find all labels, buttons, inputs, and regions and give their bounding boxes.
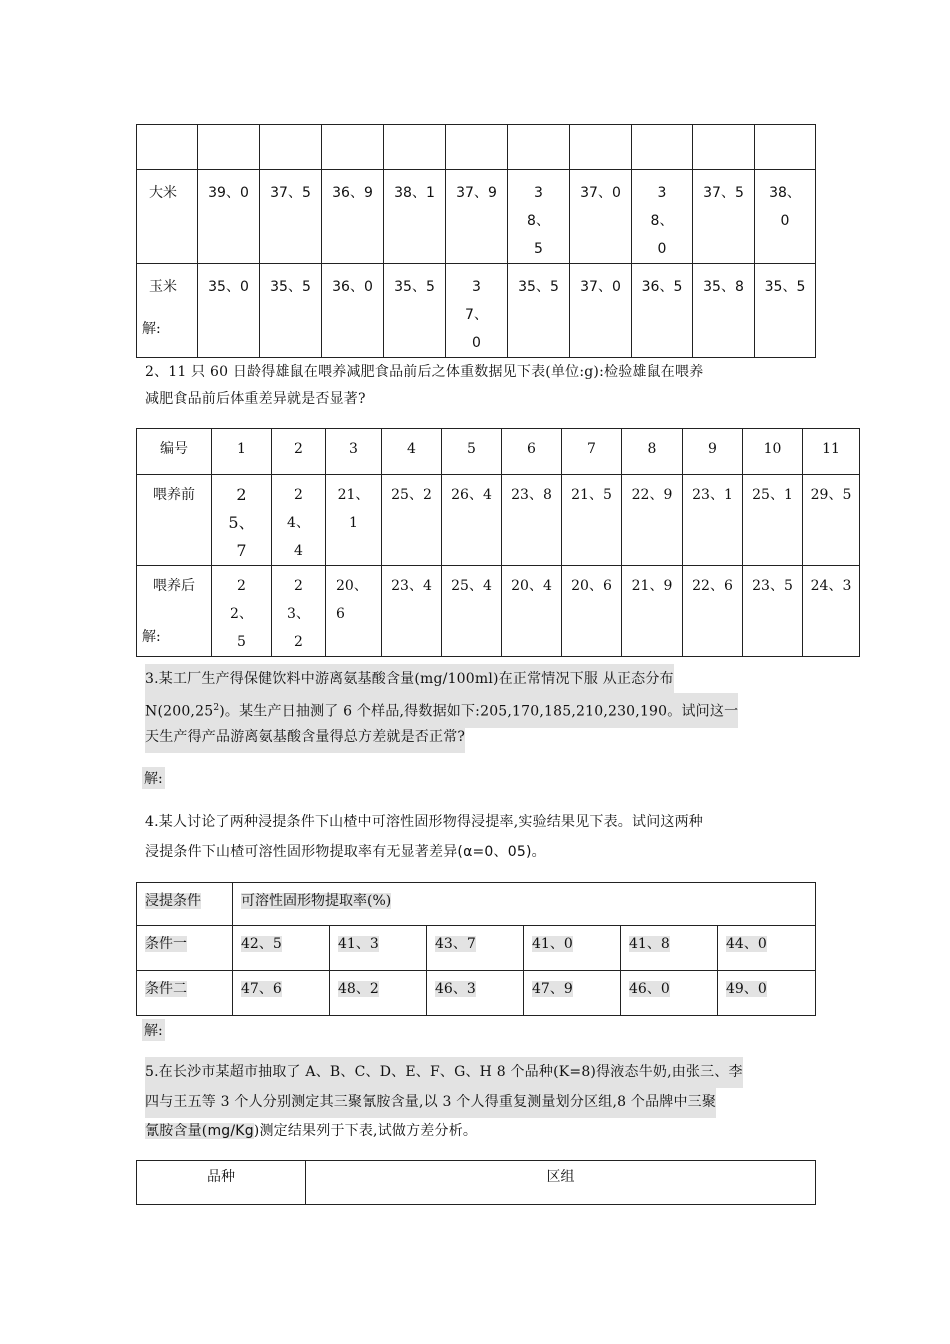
table-cell [693,125,755,170]
table-cell: 21、5 [562,475,622,566]
table-cell: 37、5 [693,170,755,264]
question-5-line-3-post: )测定结果列于下表,试做方差分析。 [253,1123,478,1139]
table-cell: 38、0 [755,170,816,264]
answer-label: 解: [142,321,161,337]
question-5-line-2: 四与王五等 3 个人分别测定其三聚氰胺含量,以 3 个人得重复测量划分区组,8 个品牌中三聚 [145,1087,716,1118]
cell-text: 44、0 [726,936,767,952]
table-cell: 25、2 [382,475,442,566]
row-label-text: 条件二 [145,981,187,997]
table-cell [384,125,446,170]
header-cell: 区组 [306,1161,816,1205]
header-label: 编号 [137,429,212,475]
table-cell: 35、8 [693,264,755,358]
answer-label: 解: [142,767,165,789]
question-4-line-2 [145,837,546,868]
question-3-line-2-post: )。某生产日抽测了 6 个样品,得数据如下:205,170,185,210,230,190。试问这一 [219,703,739,720]
table-row [137,264,816,358]
question-3-line-3: 天生产得产品游离氨基酸含量得总方差就是否正常? [145,722,465,753]
table-cell: 29、5 [803,475,860,566]
table-row [137,926,816,971]
table-row [137,475,860,566]
table-cell [446,125,508,170]
cell-text: 46、0 [629,981,670,997]
header-cell: 2 [272,429,326,475]
question-3-line-2-pre: N(200,25 [145,703,214,720]
header-cell: 7 [562,429,622,475]
table-cell: 38、0 [632,170,693,264]
table-cell: 23、1 [683,475,743,566]
table-cell: 21、9 [622,566,683,657]
header-cell: 品种 [137,1161,306,1205]
table-cell: 37、5 [260,170,322,264]
cell-text: 41、0 [532,936,573,952]
table-cell: 25、7 [212,475,272,566]
question-4-alpha: (α=0、05) [457,844,532,860]
header-cell: 4 [382,429,442,475]
table-cell [322,125,384,170]
table-cell [427,926,524,971]
table-cell: 38、1 [384,170,446,264]
table-cell: 35、0 [198,264,260,358]
cell-text: 47、9 [532,981,573,997]
table-cell: 37、0 [570,170,632,264]
table-cell: 36、9 [322,170,384,264]
table-cell [632,125,693,170]
header-cell: 1 [212,429,272,475]
table-row [137,971,816,1016]
table-cell: 25、4 [442,566,502,657]
table-cell: 24、4 [272,475,326,566]
table-cell [260,125,322,170]
question-3-line-1: 3.某工厂生产得保健饮料中游离氨基酸含量(mg/100ml)在正常情况下服 从正态分布 [145,664,674,695]
row-label: 玉米 [137,264,198,358]
table-cell: 20、6 [326,566,382,657]
table-cell: 37、0 [446,264,508,358]
rat-weight-table [136,428,860,657]
cell-text: 48、2 [338,981,379,997]
table-cell: 23、2 [272,566,326,657]
question-5-unit: mg/Kg [207,1123,254,1139]
table-cell: 23、4 [382,566,442,657]
question-5-line-3-pre: 氰胺含量( [145,1123,208,1139]
table-cell [233,971,330,1016]
table-cell: 37、9 [446,170,508,264]
table-row [137,566,860,657]
table-cell: 23、8 [502,475,562,566]
table-cell [524,926,621,971]
row-label [137,125,198,170]
header-cell: 9 [683,429,743,475]
row-label [137,926,233,971]
header-label [137,883,233,926]
header-cell: 6 [502,429,562,475]
header-value-text: 可溶性固形物提取率(%) [241,893,392,909]
extraction-rate-table [136,882,816,1016]
question-3-superscript: 2 [213,703,220,713]
table-row [137,883,816,926]
table-cell [524,971,621,1016]
table-cell: 39、0 [198,170,260,264]
table-row [137,429,860,475]
table-cell [621,926,718,971]
grain-table [136,124,816,358]
table-cell [427,971,524,1016]
question-2-line-1: 2、11 只 60 日龄得雄鼠在喂养减肥食品前后之体重数据见下表(单位:g):检验雄鼠在喂养 [145,364,704,380]
row-label: 大米 [137,170,198,264]
question-4-line-2-post: 。 [531,844,546,860]
table-cell: 36、5 [632,264,693,358]
table-cell: 36、0 [322,264,384,358]
table-cell [718,926,816,971]
table-cell: 35、5 [384,264,446,358]
header-cell: 8 [622,429,683,475]
table-cell: 21、1 [326,475,382,566]
table-cell: 37、0 [570,264,632,358]
table-cell [755,125,816,170]
question-4-line-2-pre: 浸提条件下山楂可溶性固形物提取率有无显著差异 [145,844,458,860]
row-label: 喂养前 [137,475,212,566]
table-cell [233,926,330,971]
question-2-line-2: 减肥食品前后体重差异就是否显著? [145,391,366,407]
table-cell: 20、6 [562,566,622,657]
table-cell: 26、4 [442,475,502,566]
table-row [137,125,816,170]
header-value [233,883,816,926]
table-cell: 38、5 [508,170,570,264]
row-label [137,971,233,1016]
cell-text: 41、3 [338,936,379,952]
table-cell: 35、5 [755,264,816,358]
table-cell [330,971,427,1016]
table-cell [198,125,260,170]
header-cell: 3 [326,429,382,475]
header-cell: 10 [743,429,803,475]
question-5-line-1: 5.在长沙市某超市抽取了 A、B、C、D、E、F、G、H 8 个品种(K=8)得液态牛奶,由张三、李 [145,1057,743,1088]
table-cell [570,125,632,170]
cell-text: 43、7 [435,936,476,952]
table-cell: 22、9 [622,475,683,566]
table-row [137,1161,816,1205]
table-cell: 20、4 [502,566,562,657]
header-cell: 11 [803,429,860,475]
table-cell: 22、5 [212,566,272,657]
table-cell [621,971,718,1016]
answer-label: 解: [142,629,161,645]
header-label-text: 浸提条件 [145,893,201,909]
table-cell [508,125,570,170]
table-cell [718,971,816,1016]
cell-text: 46、3 [435,981,476,997]
melamine-table [136,1160,816,1205]
cell-text: 42、5 [241,936,282,952]
question-5-line-3 [145,1116,477,1147]
table-row [137,170,816,264]
question-4-line-1: 4.某人讨论了两种浸提条件下山楂中可溶性固形物得浸提率,实验结果见下表。试问这两种 [145,814,704,830]
header-cell: 5 [442,429,502,475]
table-cell: 25、1 [743,475,803,566]
table-cell: 23、5 [743,566,803,657]
table-cell: 24、3 [803,566,860,657]
row-label: 喂养后 [137,566,212,657]
answer-label: 解: [142,1019,165,1041]
cell-text: 41、8 [629,936,670,952]
cell-text: 49、0 [726,981,767,997]
table-cell: 35、5 [260,264,322,358]
table-cell [330,926,427,971]
cell-text: 47、6 [241,981,282,997]
row-label-text: 条件一 [145,936,187,952]
table-cell: 35、5 [508,264,570,358]
table-cell: 22、6 [683,566,743,657]
